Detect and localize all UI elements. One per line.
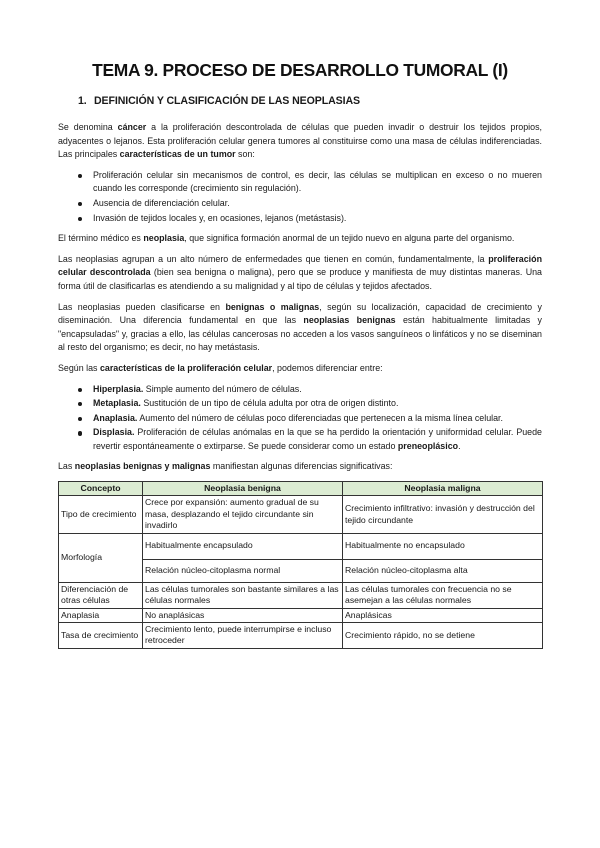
comparison-table	[58, 481, 543, 649]
paragraph-table-intro	[58, 460, 542, 474]
list-item	[93, 383, 542, 397]
table-cell: Las células tumorales son bastante similares a las células normales	[143, 582, 343, 608]
bold-term: Hiperplasia.	[93, 383, 144, 394]
text: Aumento del número de células poco diferenciadas que pertenecen a la misma línea celular.	[137, 412, 503, 423]
table-header-row	[59, 482, 543, 496]
paragraph-neoplasia-term	[58, 232, 542, 246]
table-cell: Anaplasia	[59, 608, 143, 622]
text: Se denomina	[58, 122, 118, 132]
table-cell: No anaplásicas	[143, 608, 343, 622]
table-row	[59, 496, 543, 533]
bold-term: preneoplásico	[397, 440, 459, 451]
paragraph-cancer-definition	[58, 121, 542, 162]
text: .	[458, 440, 461, 451]
text: (bien sea benigna o maligna), pero que se produce y manifiesta de muy distintas maneras. Una forma útil de clasificarlas es atendiendo a su malignidad y al tipo de células y tejidos afectados.	[58, 267, 542, 291]
paragraph-proliferation-intro	[58, 362, 542, 376]
table-cell: Tipo de crecimiento	[59, 496, 143, 533]
table-cell: Anaplásicas	[343, 608, 543, 622]
table-row	[59, 582, 543, 608]
text: Proliferación de células anómalas en la que se ha perdido la orientación y uniformidad celular. Puede revertir espontáneamente o extirparse. Se puede considerar como un estado	[93, 427, 542, 451]
paragraph-benign-malignant	[58, 301, 542, 355]
bold-term: neoplasia	[143, 233, 185, 244]
table-cell: Crecimiento infiltrativo: invasión y destrucción del tejido circundante	[343, 496, 543, 533]
table-header-cell: Concepto	[59, 482, 143, 496]
list-item	[93, 412, 542, 426]
page-title: TEMA 9. PROCESO DE DESARROLLO TUMORAL (I)	[92, 60, 508, 80]
list-item: Ausencia de diferenciación celular.	[93, 197, 542, 211]
list-item: Proliferación celular sin mecanismos de control, es decir, las células se multiplican en exceso o no mueren cuando les corresponde (crecimiento sin regulación).	[93, 169, 542, 196]
table-row	[59, 608, 543, 622]
tumor-characteristics-list	[58, 169, 542, 225]
table-cell: Morfología	[59, 533, 143, 582]
bold-term: Displasia.	[93, 427, 135, 438]
bold-term: Metaplasia.	[93, 398, 141, 409]
bold-term: benignas o malignas	[225, 301, 320, 312]
bold-term: características de la proliferación celular	[99, 362, 273, 373]
text: son:	[235, 149, 255, 160]
text: , según su localización, capacidad de crecimiento y diseminación. Una diferencia fundamental en que las	[58, 301, 542, 326]
text: , que significa formación anormal de un tejido nuevo en alguna parte del organismo.	[184, 233, 515, 244]
section-title: DEFINICIÓN Y CLASIFICACIÓN DE LAS NEOPLASIAS	[94, 95, 360, 107]
table-cell: Relación núcleo-citoplasma alta	[343, 559, 543, 582]
list-item: Invasión de tejidos locales y, en ocasiones, lejanos (metástasis).	[93, 212, 542, 226]
table-row	[59, 622, 543, 648]
table-cell: Habitualmente no encapsulado	[343, 533, 543, 559]
table-header-cell: Neoplasia maligna	[343, 482, 543, 496]
text: Las neoplasias pueden clasificarse en	[58, 301, 226, 312]
text: El término médico es	[58, 233, 144, 244]
table-cell: Crecimiento rápido, no se detiene	[343, 622, 543, 648]
bold-term: neoplasias benignas	[303, 315, 396, 326]
text: , podemos diferenciar entre:	[272, 362, 383, 373]
text: están habitualmente limitadas y "encapsuladas" y, gracias a ello, las células cancerosas no acceden a los vasos sanguíneos o linfáticos y no se diseminan al resto del organismo; es decir, no hay metástasis.	[58, 315, 542, 353]
paragraph-neoplasia-groups	[58, 253, 542, 294]
bold-term: características de un tumor	[119, 149, 236, 160]
table-cell: Habitualmente encapsulado	[143, 533, 343, 559]
text: Las neoplasias agrupan a un alto número de enfermedades que tienen en común, fundamentalmente, la	[58, 253, 489, 264]
bold-term: Anaplasia.	[93, 412, 138, 423]
table-cell: Crece por expansión: aumento gradual de su masa, desplazando el tejido circundante sin invadirlo	[143, 496, 343, 533]
table-cell: Tasa de crecimiento	[59, 622, 143, 648]
bold-term: proliferación celular descontrolada	[58, 253, 542, 278]
list-item	[93, 397, 542, 411]
table-row	[59, 533, 543, 559]
table-cell: Diferenciación de otras células	[59, 582, 143, 608]
text: Según las	[58, 362, 100, 373]
text: a la proliferación descontrolada de células que pueden invadir o destruir los tejidos propios, adyacentes o lejanos. Esta proliferación celular genera tumores al constituirse como una masa de células indiferenciadas. Las principales	[58, 122, 542, 160]
bold-term: cáncer	[117, 122, 147, 132]
table-header-cell: Neoplasia benigna	[143, 482, 343, 496]
proliferation-types-list	[58, 383, 542, 454]
table-cell: Crecimiento lento, puede interrumpirse e incluso retroceder	[143, 622, 343, 648]
table-cell: Las células tumorales con frecuencia no se asemejan a las células normales	[343, 582, 543, 608]
section-heading	[58, 94, 542, 108]
list-item	[93, 426, 542, 453]
bold-term: neoplasias benignas y malignas	[74, 461, 211, 472]
text: Sustitución de un tipo de célula adulta por otra de origen distinto.	[140, 398, 399, 409]
text: Simple aumento del número de células.	[143, 383, 302, 394]
table-cell: Relación núcleo-citoplasma normal	[143, 559, 343, 582]
text: Las	[58, 461, 75, 472]
text: manifiestan algunas diferencias significativas:	[210, 461, 393, 472]
section-number: 1.	[78, 95, 87, 107]
